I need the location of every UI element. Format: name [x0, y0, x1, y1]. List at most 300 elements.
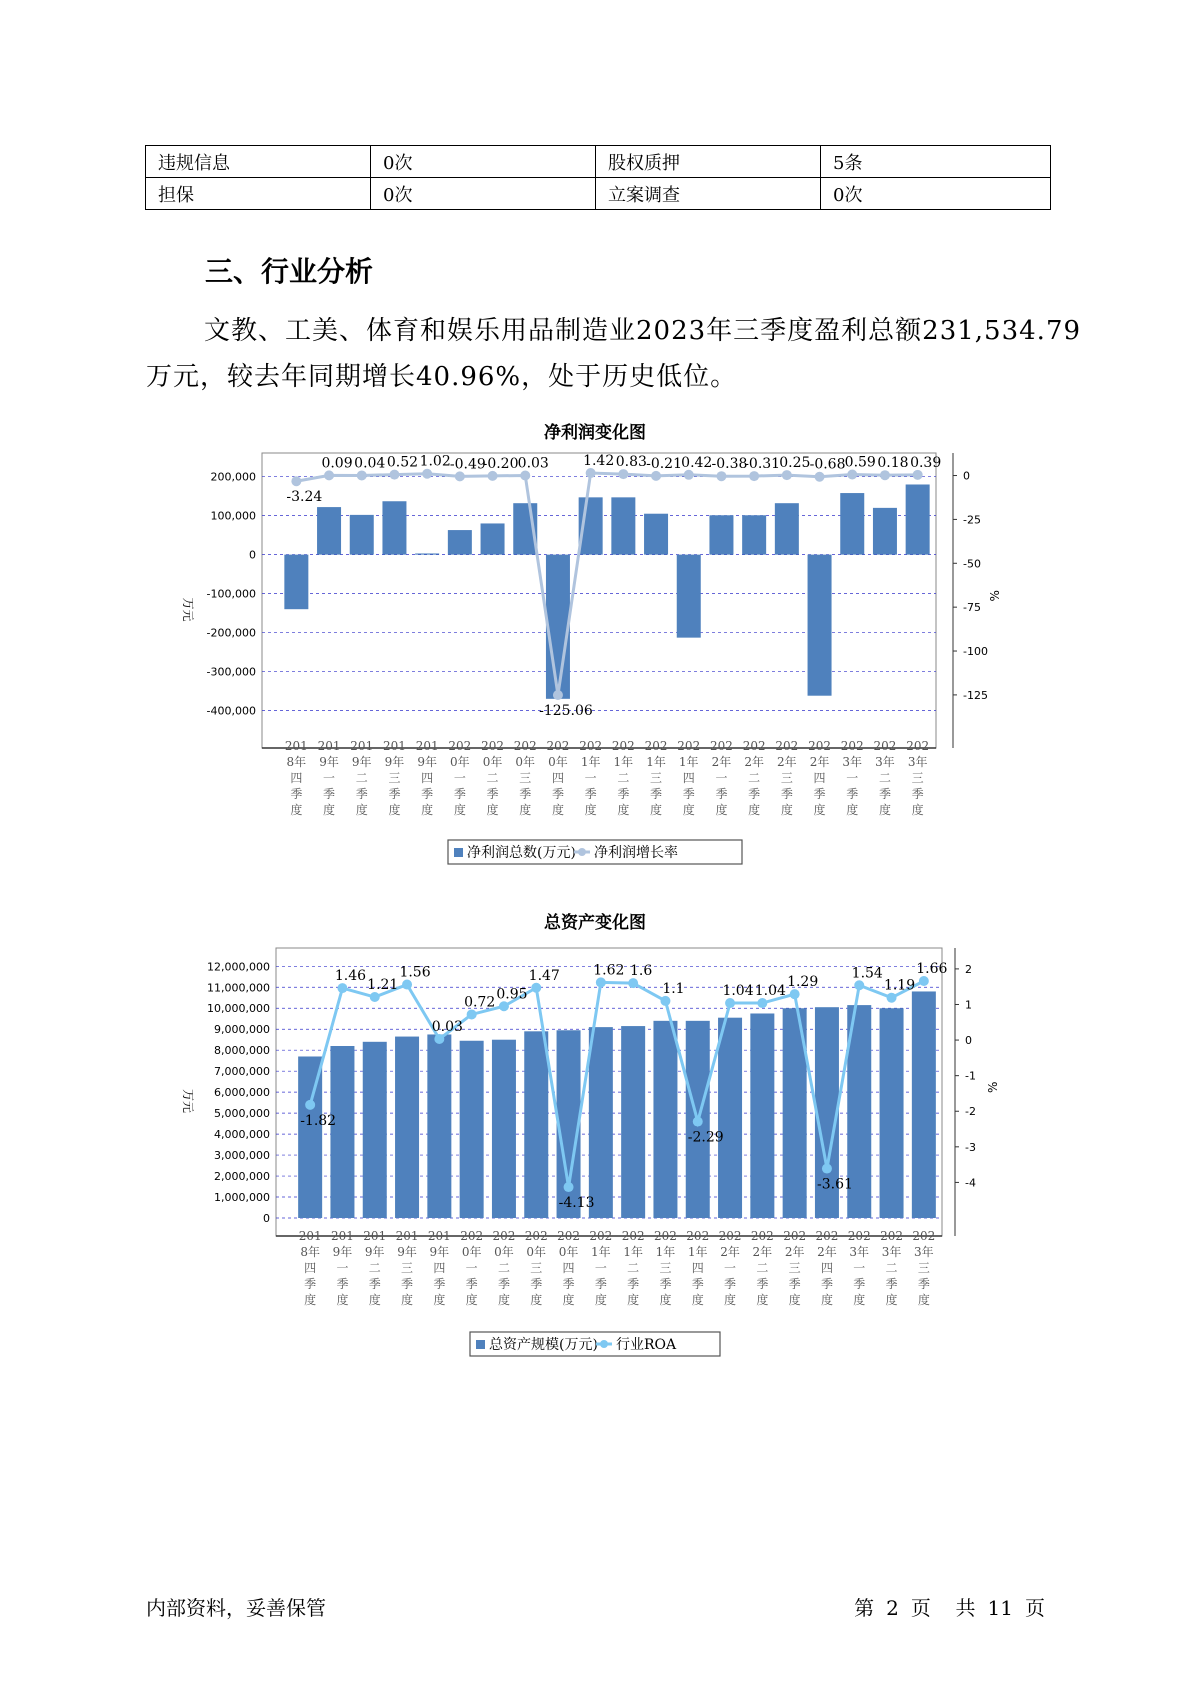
x-tick-label: 季 — [304, 1277, 317, 1291]
data-label: 0.52 — [386, 454, 419, 471]
legend-label-bar: 净利润总数(万元) — [467, 845, 576, 861]
line-point — [531, 983, 541, 993]
data-label: 1.04 — [754, 983, 786, 1000]
y-tick-label-left: 8,000,000 — [214, 1044, 270, 1058]
chart-title: 总资产变化图 — [544, 913, 646, 933]
total-assets-chart — [0, 910, 1191, 1370]
data-label: 0.42 — [681, 454, 713, 471]
x-tick-label: 0年 — [450, 755, 470, 769]
x-tick-label: 一 — [323, 771, 336, 785]
x-tick-label: 202 — [815, 1229, 839, 1243]
x-tick-label: 1年 — [687, 1245, 708, 1259]
table-cell: 担保 — [146, 178, 371, 210]
data-label: 0.59 — [844, 454, 876, 471]
bar — [382, 501, 406, 554]
x-tick-label: 季 — [336, 1277, 349, 1291]
x-tick-label: 202 — [492, 1229, 516, 1243]
x-tick-label: 202 — [677, 739, 701, 753]
x-tick-label: 201 — [330, 1229, 354, 1243]
y-tick-label-right: -4 — [965, 1176, 976, 1190]
x-tick-label: 1年 — [678, 755, 699, 769]
x-tick-label: 9年 — [364, 1245, 385, 1259]
data-label: 0.09 — [321, 455, 353, 472]
data-label: 1.47 — [528, 967, 560, 984]
page-number: 2 — [886, 1596, 899, 1620]
bar — [415, 553, 439, 554]
x-tick-label: 0年 — [526, 1245, 547, 1259]
x-tick-label: 四 — [813, 771, 826, 785]
analysis-paragraph: 文教、工美、体育和娱乐用品制造业2023年三季度盈利总额231,534.79万元，较去年同期增长40.96%，处于历史低位。 — [146, 316, 1082, 392]
x-tick-label: 202 — [686, 1229, 710, 1243]
table-cell: 0次 — [821, 178, 1051, 210]
y-tick-label-left: 12,000,000 — [207, 960, 270, 974]
x-tick-label: 201 — [382, 739, 406, 753]
bar — [653, 1021, 677, 1218]
legend-label-bar: 总资产规模(万元) — [489, 1337, 598, 1353]
y-tick-label-left: 3,000,000 — [214, 1149, 270, 1163]
x-tick-label: 季 — [401, 1277, 414, 1291]
x-tick-label: 3年 — [914, 1245, 934, 1259]
x-tick-label: 三 — [401, 1261, 414, 1275]
x-tick-label: 度 — [594, 1293, 607, 1307]
x-tick-label: 季 — [355, 787, 368, 801]
bar — [460, 1041, 484, 1218]
x-tick-label: 202 — [718, 1229, 742, 1243]
x-tick-label: 度 — [659, 1293, 672, 1307]
net-profit-chart-svg — [0, 420, 1191, 880]
x-tick-label: 度 — [846, 803, 859, 817]
x-tick-label: 一 — [465, 1261, 478, 1275]
x-tick-label: 季 — [756, 1277, 769, 1291]
line-point — [716, 471, 726, 481]
x-tick-label: 季 — [682, 787, 695, 801]
line-point — [782, 470, 792, 480]
x-tick-label: 季 — [486, 787, 499, 801]
y-tick-label-left: 10,000,000 — [207, 1002, 270, 1016]
legend-line-marker — [578, 848, 586, 856]
y-tick-label-right: -2 — [965, 1105, 976, 1119]
y-axis-label-right: % — [986, 1081, 1000, 1093]
data-label: 0.04 — [354, 455, 386, 472]
data-label: 1.66 — [916, 960, 948, 977]
x-tick-label: 季 — [433, 1277, 446, 1291]
x-tick-label: 2年 — [744, 755, 764, 769]
x-tick-label: 度 — [748, 803, 761, 817]
x-tick-label: 202 — [621, 1229, 645, 1243]
x-tick-label: 季 — [820, 1277, 833, 1291]
x-tick-label: 四 — [433, 1261, 446, 1275]
data-label: -0.49 — [449, 456, 486, 473]
x-tick-label: 202 — [448, 739, 472, 753]
data-label: 0.83 — [615, 454, 647, 471]
total-pages: 11 — [987, 1596, 1013, 1620]
x-tick-label: 3年 — [842, 755, 863, 769]
x-tick-label: 202 — [750, 1229, 774, 1243]
y-tick-label-left: -100,000 — [206, 587, 256, 601]
x-tick-label: 9年 — [384, 755, 405, 769]
x-tick-label: 二 — [368, 1261, 381, 1275]
x-tick-label: 201 — [317, 739, 341, 753]
x-tick-label: 季 — [465, 1277, 478, 1291]
x-tick-label: 四 — [421, 771, 434, 785]
y-tick-label-left: -400,000 — [206, 704, 256, 718]
x-tick-label: 四 — [304, 1261, 317, 1275]
line-point — [880, 470, 890, 480]
x-tick-label: 季 — [388, 787, 401, 801]
x-tick-label: 季 — [691, 1277, 704, 1291]
page-unit: 页 — [910, 1596, 931, 1620]
plot-frame — [262, 453, 936, 748]
line-point — [684, 470, 694, 480]
bar — [330, 1046, 354, 1218]
x-tick-label: 二 — [497, 1261, 510, 1275]
y-tick-label-left: 9,000,000 — [214, 1023, 270, 1037]
line-point — [618, 469, 628, 479]
data-label: 0.25 — [779, 455, 811, 472]
data-label: 1.19 — [883, 977, 916, 994]
x-tick-label: 201 — [298, 1229, 322, 1243]
x-tick-label: 2年 — [752, 1245, 773, 1259]
x-tick-label: 202 — [546, 739, 570, 753]
x-tick-label: 201 — [284, 739, 308, 753]
line-point — [693, 1117, 703, 1127]
line-point — [790, 989, 800, 999]
line-point — [564, 1182, 574, 1192]
bar — [750, 1013, 774, 1218]
x-tick-label: 二 — [885, 1261, 898, 1275]
x-tick-label: 度 — [497, 1293, 510, 1307]
y-tick-label-right: -1 — [965, 1069, 976, 1083]
line-point — [660, 996, 670, 1006]
x-tick-label: 季 — [650, 787, 663, 801]
x-tick-label: 9年 — [319, 755, 339, 769]
x-tick-label: 季 — [724, 1277, 737, 1291]
bar — [611, 497, 635, 554]
x-tick-label: 季 — [290, 787, 303, 801]
x-tick-label: 度 — [650, 803, 663, 817]
line-point — [357, 470, 367, 480]
y-tick-label-left: 11,000,000 — [207, 981, 270, 995]
data-label: 0.95 — [496, 986, 528, 1003]
line-point — [822, 1164, 832, 1174]
section-title: 三、行业分析 — [205, 255, 374, 288]
x-tick-label: 度 — [465, 1293, 478, 1307]
bar — [742, 515, 766, 554]
line-point — [586, 468, 596, 478]
y-tick-label-right: 0 — [965, 1034, 972, 1048]
x-tick-label: 三 — [530, 1261, 543, 1275]
line-point — [854, 980, 864, 990]
x-tick-label: 四 — [290, 771, 303, 785]
data-label: 1.56 — [399, 964, 431, 981]
x-tick-label: 季 — [911, 787, 924, 801]
table-row — [146, 178, 1051, 210]
x-tick-label: 202 — [513, 739, 537, 753]
data-label: 0.18 — [877, 455, 909, 472]
line-point — [467, 1009, 477, 1019]
x-tick-label: 度 — [724, 1293, 737, 1307]
x-tick-label: 1年 — [655, 1245, 676, 1259]
x-tick-label: 度 — [813, 803, 826, 817]
x-tick-label: 0年 — [515, 755, 536, 769]
x-tick-label: 季 — [715, 787, 728, 801]
x-tick-label: 202 — [847, 1229, 871, 1243]
bar — [546, 555, 570, 699]
data-label: 0.39 — [910, 454, 942, 471]
line-point — [913, 470, 923, 480]
x-tick-label: 度 — [304, 1293, 317, 1307]
chart-title: 净利润变化图 — [544, 423, 646, 443]
x-tick-label: 四 — [551, 771, 564, 785]
x-tick-label: 1年 — [613, 755, 634, 769]
x-tick-label: 季 — [780, 787, 793, 801]
x-tick-label: 度 — [627, 1293, 640, 1307]
bar — [873, 508, 897, 555]
bar — [644, 514, 668, 555]
y-tick-label-right: -125 — [963, 688, 988, 702]
x-tick-label: 二 — [748, 771, 761, 785]
x-tick-label: 202 — [873, 739, 897, 753]
line-point — [402, 980, 412, 990]
x-tick-label: 季 — [453, 787, 466, 801]
y-tick-label-right: 1 — [965, 998, 972, 1012]
line-point — [488, 471, 498, 481]
x-tick-label: 202 — [557, 1229, 581, 1243]
bar — [524, 1031, 548, 1218]
bar — [718, 1018, 742, 1218]
y-tick-label-right: -50 — [963, 557, 981, 571]
y-axis-label-left: 万元 — [181, 597, 195, 622]
x-tick-label: 季 — [519, 787, 532, 801]
x-tick-label: 季 — [748, 787, 761, 801]
y-tick-label-right: -75 — [963, 601, 981, 615]
x-tick-label: 度 — [336, 1293, 349, 1307]
legend-bar-swatch — [454, 848, 463, 857]
x-tick-label: 度 — [820, 1293, 833, 1307]
data-label: 1.29 — [787, 974, 819, 991]
x-tick-label: 202 — [644, 739, 668, 753]
x-tick-label: 度 — [388, 803, 401, 817]
data-label: 1.54 — [851, 965, 883, 982]
data-label: -0.68 — [809, 456, 846, 473]
bar — [492, 1040, 516, 1218]
line-point — [389, 470, 399, 480]
x-tick-label: 202 — [709, 739, 733, 753]
x-tick-label: 季 — [788, 1277, 801, 1291]
x-tick-label: 1年 — [591, 1245, 611, 1259]
x-tick-label: 201 — [395, 1229, 419, 1243]
bar — [709, 515, 733, 554]
x-tick-label: 一 — [453, 771, 466, 785]
x-tick-label: 202 — [589, 1229, 613, 1243]
x-tick-label: 三 — [780, 771, 793, 785]
y-tick-label-left: 0 — [263, 1212, 270, 1225]
x-tick-label: 度 — [788, 1293, 801, 1307]
legend-bar-swatch — [476, 1340, 485, 1349]
x-tick-label: 季 — [659, 1277, 672, 1291]
x-tick-label: 二 — [355, 771, 368, 785]
bar — [840, 493, 864, 555]
x-tick-label: 3年 — [907, 755, 928, 769]
line-point — [749, 471, 759, 481]
y-axis-label-right: % — [988, 590, 1002, 602]
x-tick-label: 0年 — [494, 1245, 514, 1259]
x-tick-label: 季 — [530, 1277, 543, 1291]
data-label: 1.6 — [630, 963, 653, 980]
line-point — [434, 1034, 444, 1044]
legend-label-line: 净利润增长率 — [594, 845, 678, 861]
x-tick-label: 201 — [427, 1229, 451, 1243]
table-cell: 立案调查 — [596, 178, 821, 210]
line-point — [499, 1001, 509, 1011]
data-label: -0.31 — [744, 456, 781, 473]
x-tick-label: 2年 — [777, 755, 797, 769]
x-tick-label: 201 — [363, 1229, 387, 1243]
y-tick-label-left: 1,000,000 — [214, 1191, 270, 1205]
x-tick-label: 0年 — [548, 755, 568, 769]
bar — [775, 503, 799, 554]
x-tick-label: 二 — [627, 1261, 640, 1275]
x-tick-label: 三 — [388, 771, 401, 785]
x-tick-label: 度 — [551, 803, 564, 817]
x-tick-label: 2年 — [720, 1245, 740, 1259]
x-tick-label: 一 — [584, 771, 597, 785]
bar — [448, 530, 472, 555]
net-profit-chart — [0, 420, 1191, 880]
total-prefix: 共 — [955, 1596, 976, 1620]
line-point — [596, 977, 606, 987]
data-label: 1.62 — [593, 962, 625, 979]
x-tick-label: 0年 — [482, 755, 503, 769]
x-tick-label: 一 — [846, 771, 859, 785]
x-tick-label: 3年 — [875, 755, 895, 769]
line-point — [628, 978, 638, 988]
x-tick-label: 度 — [756, 1293, 769, 1307]
x-tick-label: 三 — [911, 771, 924, 785]
data-label: -3.61 — [816, 1176, 853, 1193]
x-tick-label: 季 — [878, 787, 891, 801]
x-tick-label: 2年 — [809, 755, 830, 769]
x-tick-label: 0年 — [461, 1245, 482, 1259]
bar — [481, 523, 505, 554]
x-tick-label: 202 — [460, 1229, 484, 1243]
x-tick-label: 度 — [617, 803, 630, 817]
data-label: 0.72 — [464, 994, 496, 1011]
x-tick-label: 9年 — [332, 1245, 353, 1259]
x-tick-label: 2年 — [817, 1245, 837, 1259]
x-tick-label: 季 — [562, 1277, 575, 1291]
x-tick-label: 三 — [519, 771, 532, 785]
y-tick-label-left: 100,000 — [210, 509, 256, 523]
line-point — [520, 470, 530, 480]
data-label: -0.21 — [646, 455, 683, 472]
x-tick-label: 度 — [853, 1293, 866, 1307]
table-cell: 0次 — [371, 178, 596, 210]
bar — [284, 555, 308, 610]
data-label: 0.03 — [431, 1019, 463, 1036]
footer-page-number — [848, 1592, 1051, 1621]
x-tick-label: 一 — [594, 1261, 607, 1275]
x-tick-label: 度 — [715, 803, 728, 817]
total-assets-chart-svg — [0, 910, 1191, 1370]
x-tick-label: 二 — [878, 771, 891, 785]
data-label: 1.42 — [583, 453, 615, 470]
x-tick-label: 四 — [682, 771, 695, 785]
bar — [589, 1027, 613, 1218]
data-label: 1.1 — [662, 980, 685, 997]
bar — [298, 1056, 322, 1218]
bar — [621, 1026, 645, 1218]
bar — [363, 1042, 387, 1218]
legend-line-marker — [600, 1340, 608, 1348]
x-tick-label: 季 — [813, 787, 826, 801]
table-cell: 0次 — [371, 146, 596, 178]
x-tick-label: 度 — [421, 803, 434, 817]
x-tick-label: 度 — [368, 1293, 381, 1307]
y-tick-label-right: -3 — [965, 1140, 976, 1154]
data-label: -1.82 — [300, 1112, 337, 1129]
bar — [808, 555, 832, 696]
bar — [880, 1008, 904, 1218]
line-point — [847, 469, 857, 479]
line-point — [455, 471, 465, 481]
table-cell: 股权质押 — [596, 146, 821, 178]
line-point — [725, 998, 735, 1008]
x-tick-label: 度 — [878, 803, 891, 817]
y-tick-label-left: 7,000,000 — [214, 1065, 270, 1079]
x-tick-label: 度 — [519, 803, 532, 817]
x-tick-label: 二 — [756, 1261, 769, 1275]
line-point — [919, 976, 929, 986]
y-tick-label-left: 4,000,000 — [214, 1128, 270, 1142]
x-tick-label: 季 — [917, 1277, 930, 1291]
x-tick-label: 202 — [579, 739, 603, 753]
x-tick-label: 202 — [611, 739, 635, 753]
line-point — [422, 469, 432, 479]
x-tick-label: 202 — [840, 739, 864, 753]
line-point — [651, 471, 661, 481]
x-tick-label: 2年 — [784, 1245, 805, 1259]
x-tick-label: 季 — [885, 1277, 898, 1291]
x-tick-label: 度 — [453, 803, 466, 817]
bar — [395, 1037, 419, 1218]
x-tick-label: 8年 — [286, 755, 307, 769]
y-tick-label-left: 2,000,000 — [214, 1170, 270, 1184]
x-tick-label: 202 — [775, 739, 799, 753]
x-tick-label: 度 — [433, 1293, 446, 1307]
x-tick-label: 度 — [323, 803, 336, 817]
x-tick-label: 201 — [415, 739, 439, 753]
page-prefix: 第 — [854, 1596, 875, 1620]
x-tick-label: 三 — [917, 1261, 930, 1275]
x-tick-label: 季 — [551, 787, 564, 801]
x-tick-label: 3年 — [881, 1245, 902, 1259]
x-tick-label: 0年 — [558, 1245, 579, 1259]
x-tick-label: 9年 — [429, 1245, 450, 1259]
x-tick-label: 8年 — [300, 1245, 320, 1259]
y-tick-label-left: -200,000 — [206, 626, 256, 640]
data-label: 1.46 — [334, 968, 367, 985]
x-tick-label: 9年 — [417, 755, 437, 769]
y-tick-label-right: -100 — [963, 645, 988, 659]
total-unit: 页 — [1025, 1596, 1045, 1620]
data-label: 1.02 — [419, 453, 451, 470]
data-label: -2.29 — [687, 1129, 724, 1146]
x-tick-label: 202 — [653, 1229, 677, 1243]
x-tick-label: 9年 — [351, 755, 372, 769]
x-tick-label: 度 — [911, 803, 924, 817]
bar — [906, 484, 930, 554]
